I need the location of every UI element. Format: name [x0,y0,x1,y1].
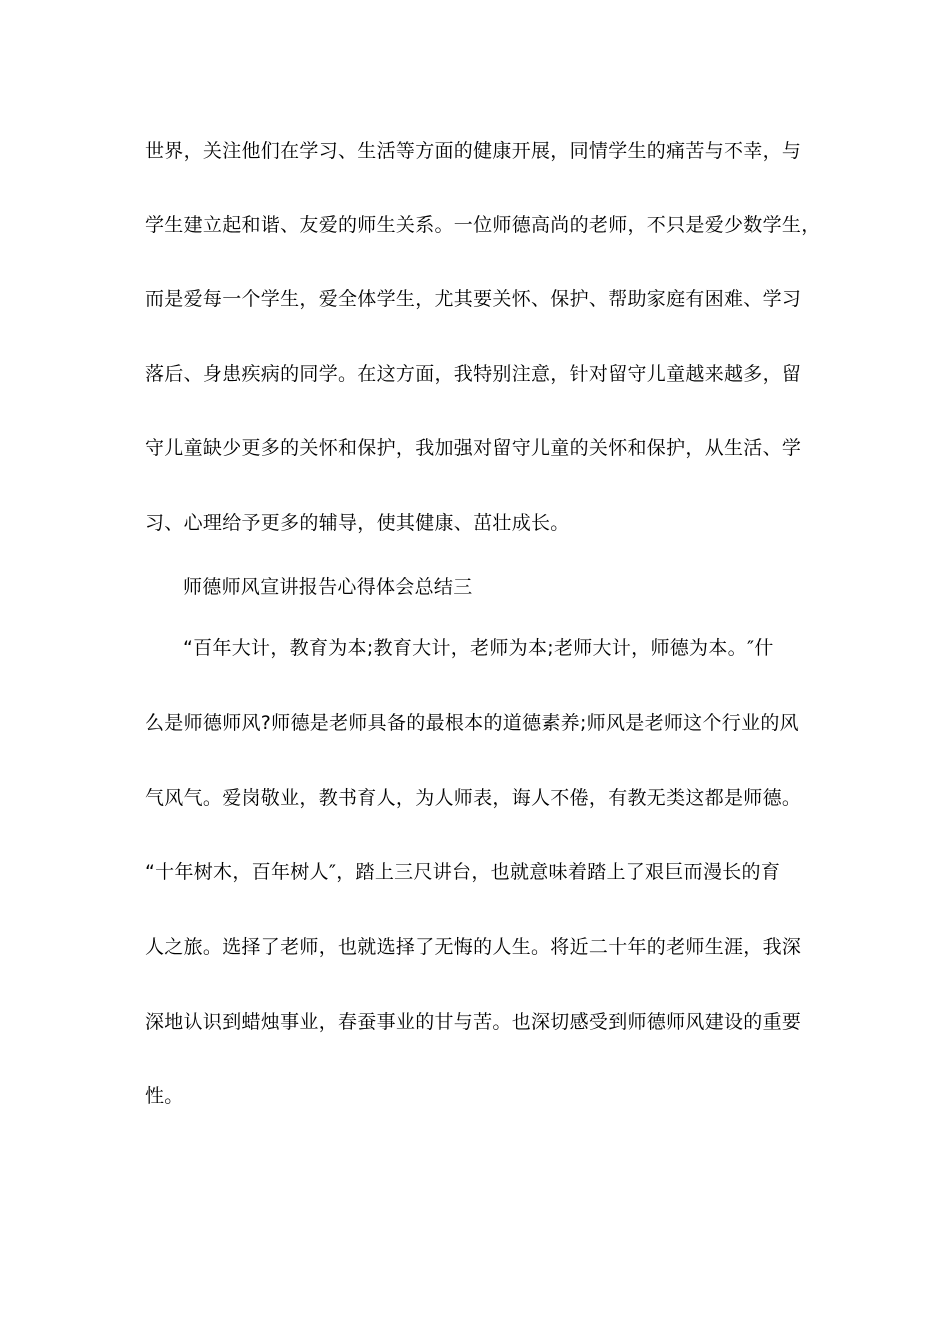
paragraph-line: 守儿童缺少更多的关怀和保护，我加强对留守儿童的关怀和保护，从生活、学 [145,437,802,459]
paragraph-line: 落后、身患疾病的同学。在这方面，我特别注意，针对留守儿童越来越多，留 [145,363,802,385]
paragraph-line: 气风气。爱岗敬业，教书育人，为人师表，诲人不倦，有教无类这都是师德。 [145,787,802,809]
paragraph-line: “十年树木，百年树人″，踏上三尺讲台，也就意味着踏上了艰巨而漫长的育 [145,861,781,883]
paragraph-line: 学生建立起和谐、友爱的师生关系。一位师德高尚的老师，不只是爱少数学生， [145,214,821,236]
paragraph-line: 性。 [145,1085,184,1107]
paragraph-line: 习、心理给予更多的辅导，使其健康、茁壮成长。 [145,512,570,534]
paragraph-line: 深地认识到蜡烛事业，春蚕事业的甘与苦。也深切感受到师德师风建设的重要 [145,1011,802,1033]
paragraph-line: “百年大计，教育为本;教育大计，老师为本;老师大计，师德为本。″什 [183,637,774,659]
paragraph-line: 世界，关注他们在学习、生活等方面的健康开展，同情学生的痛苦与不幸，与 [145,140,802,162]
paragraph-line: 么是师德师风?师德是老师具备的最根本的道德素养;师风是老师这个行业的风 [145,712,799,734]
paragraph-line: 人之旅。选择了老师，也就选择了无悔的人生。将近二十年的老师生涯，我深 [145,936,802,958]
section-heading: 师德师风宣讲报告心得体会总结三 [183,576,473,598]
paragraph-line: 而是爱每一个学生，爱全体学生，尤其要关怀、保护、帮助家庭有困难、学习 [145,288,802,310]
